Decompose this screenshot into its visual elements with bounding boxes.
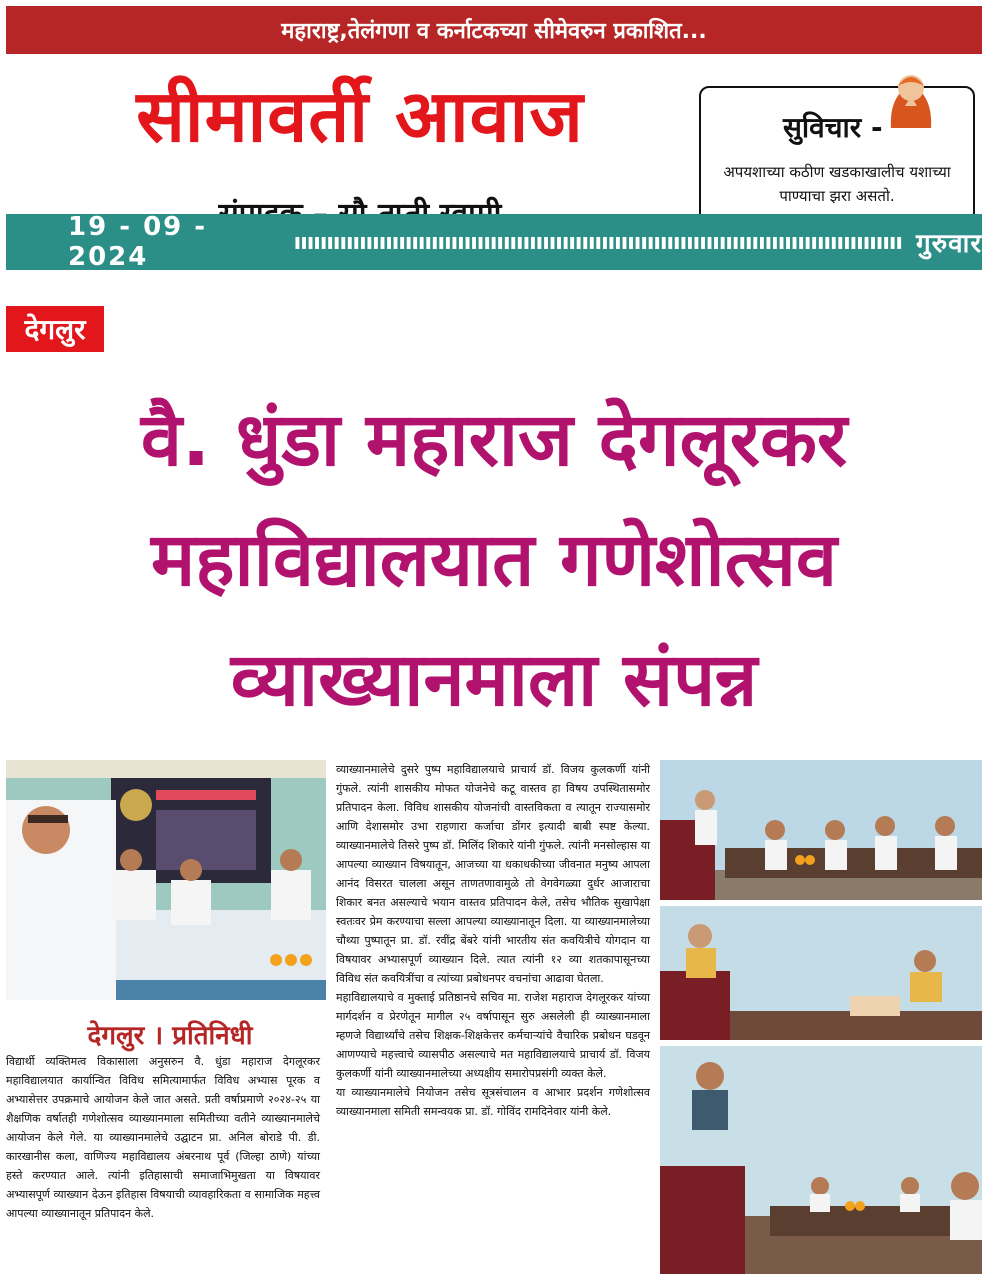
headline-line-2: महाविद्यालयात गणेशोत्सव bbox=[151, 517, 837, 603]
masthead bbox=[60, 66, 660, 186]
paper-name: सीमावर्ती आवाज bbox=[136, 74, 584, 158]
quote-text: अपयशाच्या कठीण खडकाखालीच यशाच्या पाण्याचा झरा असतो. bbox=[723, 163, 951, 205]
article-paragraph: या व्याख्यानमालेचे नियोजन तसेच सूत्रसंचालन व आभार प्रदर्शन गणेशोत्सव व्याख्यानमाला समिती समन्वयक प्रा. डॉ. गोविंद रामदिनेवार यांनी केले. bbox=[336, 1086, 650, 1118]
headline bbox=[6, 380, 982, 740]
top-banner bbox=[6, 6, 982, 54]
lecture-photo-main bbox=[6, 760, 326, 1000]
top-banner-text: महाराष्ट्र,तेलंगणा व कर्नाटकच्या सीमेवरुन प्रकाशित... bbox=[281, 19, 707, 44]
issue-date: 19 - 09 - 2024 bbox=[68, 212, 208, 272]
date-divider: ııııııııııııııııııııııııııııııııııııııııııııııııııııııııııııııııııııııııııııııııııııııııııııı bbox=[293, 229, 902, 255]
monk-icon bbox=[881, 66, 941, 132]
article-paragraph: व्याख्यानमालेचे दुसरे पुष्प महाविद्यालयाचे प्राचार्य डॉ. विजय कुलकर्णी यांनी गुंफले. त्यांनी शासकीय मोफत योजनेचे कटू वास्तव हा विषय उपस्थितासमोर प्रतिपादन केला. विविध शासकीय योजनांची वास्तविकता व त्यातून राज्यासमोर आणि देशासमोर उभा राहणारा कर्जाचा डोंगर इत्यादी बाबी स्पष्ट केल्या. व्याख्यानमालेचे तिसरे पुष्प डॉ. मिलिंद शिकारे यांनी गुंफले. त्यांनी मनसोल्हास या आपल्या व्याख्यान विषयातून, आजच्या या धकाधकीच्या जीवनात मनुष्य आपला आनंद विसरत चालला असून ताणतणावामुळे तो वेगवेगळ्या दुर्धर आजाराचा शिकार बनत असल्याचे भयान वास्तव प्रतिपादन केले, तसेच भौतिक सुखापेक्षा स्वतःवर प्रेम करण्याचा सल्ला आपल्या व्याख्यानातून दिला. या व्याख्यानमालेच्या चौथ्या पुष्पातून प्रा. डॉ. रवींद्र बेंबरे यांनी भारतीय संत कवयित्रीचे योगदान या विषयावर अभ्यासपूर्ण व्याख्यान दिले. त्यात त्यांनी १२ व्या शतकापासूनच्या विविध संत कवयित्रींचा व त्यांच्या प्रबोधनपर वचनांचा आढावा घेतला. bbox=[336, 763, 650, 985]
lecture-photo-3 bbox=[660, 906, 982, 1040]
lecture-photo-2 bbox=[660, 760, 982, 900]
byline: देगलुर । प्रतिनिधी bbox=[87, 1021, 253, 1051]
place-tag: देगलुर bbox=[6, 306, 104, 352]
date-bar bbox=[6, 214, 982, 270]
article-column-2 bbox=[336, 760, 650, 1121]
lecture-photo-4 bbox=[660, 1046, 982, 1274]
quote-title: सुविचार - bbox=[783, 111, 883, 144]
issue-day: गुरुवार bbox=[915, 229, 982, 259]
article-paragraph: महाविद्यालयाचे व मुक्ताई प्रतिष्ठानचे सचिव मा. राजेश महाराज देगलूरकर यांच्या मार्गदर्शन व प्रेरणेतून मागील २५ वर्षापासून सुरु असलेली ही व्याख्यानमाला म्हणजे विद्यार्थ्यांचे तसेच शिक्षक-शिक्षकेत्तर कर्मचाऱ्यांचे वैचारिक प्रबोधन घडवून आणण्याचे महत्त्वाचे व्यासपीठ असल्याचे मत महाविद्यालयाचे प्राचार्य डॉ. विजय कुलकर्णी यांनी व्याख्यानमालेच्या अध्यक्षीय समारोपप्रसंगी व्यक्त केले. bbox=[336, 991, 650, 1080]
headline-line-1: वै. धुंडा महाराज देगलूरकर bbox=[140, 397, 848, 483]
article-column-1: विद्यार्थी व्यक्तिमत्व विकासाला अनुसरुन वै. धुंडा महाराज देगलूरकर महाविद्यालयात कार्यान्वित विविध समित्यामार्फत विविध अभ्यास पूरक व अभ्यासेत्तर उपक्रमाचे आयोजन केले जात असते. प्रती वर्षाप्रमाणे २०२४-२५ या शैक्षणिक वर्षातही गणेशोत्सव व्याख्यानमाला समितीच्या वतीने व्याख्यानमालेचे आयोजन केले गेले. या व्याख्यानमालेचे उद्घाटन प्रा. अनिल बोराडे पी. डी. कारखानीस कला, वाणिज्य महाविद्यालय अंबरनाथ पूर्व (जिल्हा ठाणे) यांच्या हस्ते करण्यात आले. त्यांनी इतिहासाची समाजाभिमुखता या विषयावर अभ्यासपूर्ण व्याख्यान देऊन इतिहास विषयाची व्यावहारिकता व सामाजिक महत्त्व आपल्या व्याख्यानातून प्रतिपादन केले. bbox=[6, 1055, 320, 1220]
headline-line-3: व्याख्यानमाला संपन्न bbox=[230, 637, 758, 723]
